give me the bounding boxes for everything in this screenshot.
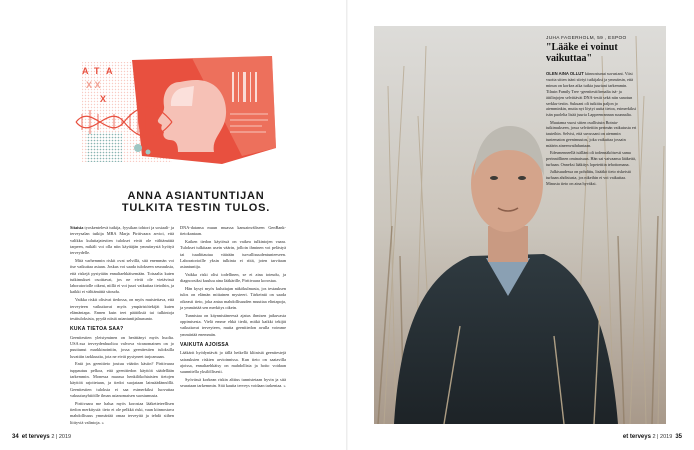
paragraph: Muutama vuosi sitten osallistuin Botnia-tutkimukseen, jossa selvitettiin perimän vaikutusta eri tauteihin. Selvisi, että suvussani on aiemmin tuntematon geenimuutos, joka vaikuttaa jossain määrin aineenvaihduntaan.: [546, 119, 637, 149]
paragraph: Hän kysyi myös kuluttajan näkökulmasta, jos testauksen tulos on elämän mittainen mysteeri. Tärkeintä on saada oikeasti tieto, joka antaa mahdollisuuden muuttaa elintapoja, ja ymmärtää sen merkitys oikein.: [180, 286, 286, 311]
svg-text:X: X: [100, 94, 107, 104]
paragraph: Syövässä korkean riskin alttius tunnistetaan hyvin ja sitä seurataan tarkemmin. Sitä kautta terveys voidaan tarkentaa. »: [180, 377, 286, 389]
testimonial-byline: JUHA FAGERHOLM, 59 , ESPOO: [546, 36, 627, 41]
article-column-2: [180, 225, 286, 391]
paragraph-lead: Sitaisia: [70, 225, 84, 230]
right-folio: [623, 434, 682, 440]
article-headline: [96, 190, 296, 214]
page-number: 34: [12, 434, 19, 440]
article-column-1: [70, 225, 174, 427]
page-number: 35: [675, 434, 682, 440]
headline-line-2: TULKITA TESTIN TULOS.: [121, 202, 271, 214]
paragraph: Kaiken tiedon käytössä on vaikea tulkintojen vaara. Tulokset tulkitaan usein väärin, jolloin ihminen voi pelästyä tai tuudittautua väärään turvallisuudentunteeseen. Laboratorioille yksin tulkinta ei riitä, joten tarvitaan asiantuntija.: [180, 239, 286, 270]
testimonial-headline: "Lääke ei voinut vaikuttaa": [546, 42, 618, 64]
left-folio: [12, 434, 71, 440]
subheading: VAIKUTA AJOISSA: [180, 342, 229, 349]
paragraph: Julkisuudessa on pohdittu, lisääkö tieto riskeistä turhaan ahdistusta, jos nikeihin ei voi vaikuttaa. Minusta tieto on aina hyväksi.: [546, 169, 631, 187]
page-gutter: [346, 0, 348, 450]
paragraph: Geenitestien yleistyminen on herättänyt myös huolta. USA:ssa terveydenhuoltoa valvova viranomainen on jo puuttunut markkinointiin, jossa geenitestien tuloksilla luvattiin tarkkuutta, jota ne eivät pystyneet tarjoamaan.: [70, 334, 174, 359]
paragraph: [546, 71, 638, 118]
paragraph-text: kiinnostunut suvustani. Viisi vuotta sitten isäni siirtyi tutkijaksi ja ymmärsin, että minun on korkea aika tutkia juuriani tarkemmin. Tilasin Family Tree -geenitestifirmalta isä- ja äitilinjojen selvittävät DNA-testit sekä niin sanotun serkku-testin. Sukuani oli tutkittu paljon jo aiemminkin, mutta nyt löytyi uutta tietoa, esimerkiksi isän puolelta lisää juuria Lappeenrannan suunnalta.: [546, 71, 637, 118]
paragraph: Mitä varhemmin riskit ovat selvillä, sitä enemmän voi itse vaikuttaa asiaan. Joskus voi saada tulokseen seurauksia, että riskejä pystytään ennaltaehkäisemään. Toisaalta kuten tutkimukset osoittavat, jos ne eivät ole vietävissä laboratoriolle oikeat, niillä ei voi juuri vaikuttaa tietoihin, ja kaikki ei välttämättä sitoudu.: [70, 257, 174, 295]
paragraph: Lääkärit hyödyntävät jo tällä hetkellä kliinisiä geenitestejä sairauksien riskien arvioinnissa. Kun tieto on saatavilla ajoissa, ennaltaehkäisy on mahdollista ja hoito voidaan suunnitella yksilöllisesti.: [180, 350, 286, 375]
paragraph: Vaikka riskit olisivat tiedossa, on myös muistettava, että terveyteen vaikuttavat myös ympäristötekijät kuten elämäntapa. Ennen kuin teet päätöksiä tai tulkintoja testituloksista, pyydä niistä asiantuntijalausunto.: [70, 297, 174, 322]
paragraph: Pirttivaara me halua myös korostaa lääketieteellisen tiedon merkitystä: tieto ei ole pelkkä riski, vaan kiinnostava mahdollisuus ymmärtää omaa terveyttä ja tehdä siihen liittyviä valintoja. »: [70, 400, 174, 425]
svg-text:A: A: [82, 66, 89, 76]
subheading: KUKA TIETOA SAA?: [70, 326, 124, 333]
magazine-name: et terveys: [622, 434, 651, 440]
issue-number: 2 | 2019: [652, 434, 673, 440]
magazine-name: et terveys: [21, 434, 50, 440]
paragraph: Vaikka riski olisi todellinen, se ei aina toteudu, ja diagnoosiksi kuuluu aina lääkärille, Pirttivaara korostaa.: [180, 272, 286, 284]
testimonial-text: [546, 71, 638, 187]
issue-number: 2 | 2019: [51, 434, 72, 440]
svg-text:A: A: [106, 66, 113, 76]
svg-text:X X: X X: [86, 80, 101, 90]
paragraph: DNA-datansa muun muassa kansainväliseen GenBank-tietokantaan.: [180, 225, 286, 237]
paragraph: Edesmenneellä isälläni oli todennäköisesti sama perinnöllinen ominaisuus. Hän sai vaivaansa lääkettä, turhaan. Onneksi lääkitys lopetettiin tehottomana.: [546, 150, 636, 168]
dna-head-illustration: [72, 52, 278, 176]
headline-line-1: ANNA ASIANTUNTIJAN: [127, 190, 265, 202]
illustration-graphic: [72, 52, 278, 176]
testimonial-box: [546, 36, 638, 188]
paragraph: Tunnistaa on käynnistäneessä ajatus ihmisen jatkuvasta oppimisesta. Vielä emme ehkä tiedä, mitkä kaikki tekijät vaikuttavat terveyteen, mutta geenitiedon avulla voimme ymmärtää enemmän.: [180, 312, 286, 337]
paragraph-text: tyoskentelevä tutkija, fyysikan tohtori ja sosiaali- ja terveysalan tutkija MBA Marja Pirttivaara arvioi, että valikka kuluttajatestien tulokset eivät ole välttämättä tarpeen, mikäli voi olla niin käyttäjän ymmärrystä hyötyä terveydelle.: [70, 225, 174, 256]
svg-text:T: T: [94, 66, 100, 76]
lead-in: OLEN AINA OLLUT: [546, 71, 584, 76]
paragraph: Entä jos geenitieto joutuu vääriin käsiin? Pirttivaara tuppautuu pelkoa, että geenitiedon käyttöä säädellään tarkemmin. Monessa maassa henkilökohtaisten tietojen käyttöä rajoitetaan, ja tiedot suojataan lainsäädännöllä. Geenitestien tuloksia ei saa esimerkiksi luovuttaa vakuutusyhtiöille ilman asianomaisen suostumusta.: [70, 361, 174, 398]
paragraph: [70, 225, 174, 256]
